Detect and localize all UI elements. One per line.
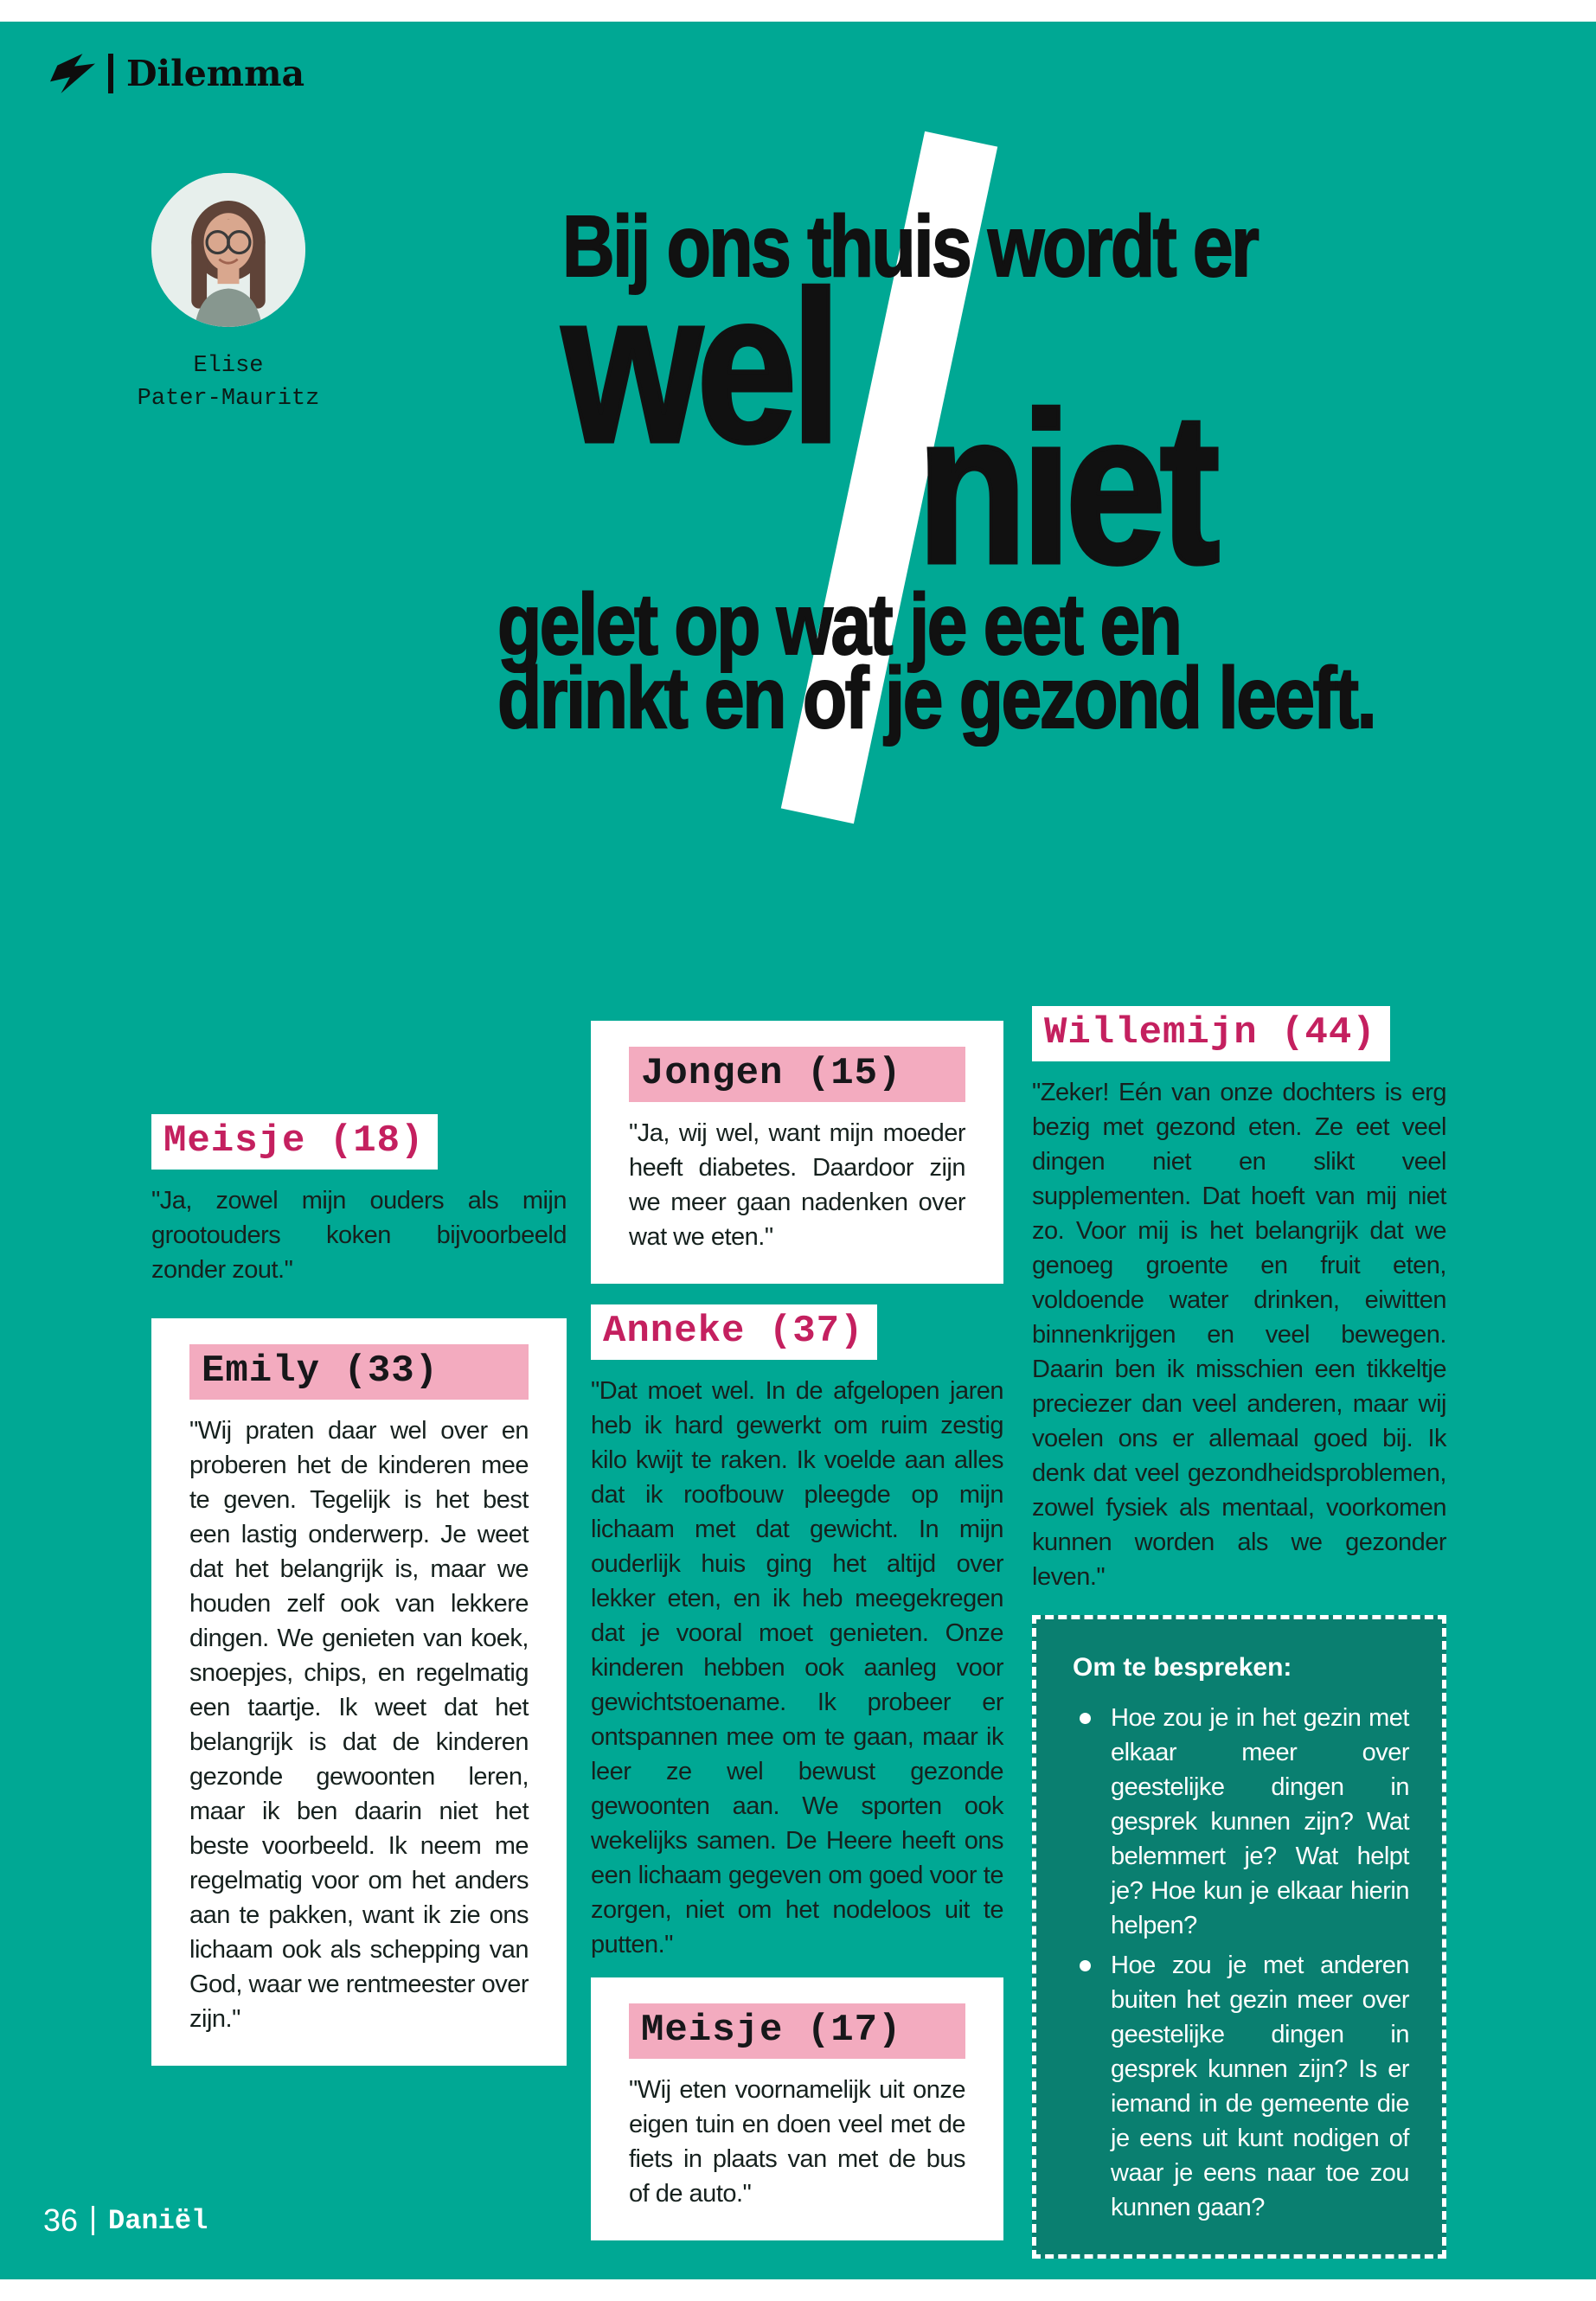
- quote-title-meisje18: Meisje (18): [151, 1114, 438, 1170]
- quote-text-anneke37: "Dat moet wel. In de afgelopen jaren heb ik hard gewerkt om ruim zestig kilo kwijt te raken. Ik voelde aan alles dat ik roofbouw pleegde op mijn lichaam met dat gewicht. In mijn ouderlijk huis ging het altijd over lekker eten, en ik heb meegekregen dat je vooral moet genieten. Onze kinderen hebben ook aanleg voor gewichtstoename. Ik probeer er ontspannen mee om te gaan, maar ik leer ze wel bewust gezonde gewoonten aan. We sporten ook wekelijks samen. De Heere heeft ons een lichaam gegeven om goed voor te zorgen, niet om het nodeloos uit te putten.": [591, 1377, 1003, 1958]
- discussion-bullet-1-text: Hoe zou je in het gezin met elkaar meer over geestelijke dingen in gesprek kunnen zijn? Wat belemmert je? Wat helpt je? Hoe kun je elkaar hierin helpen?: [1111, 1704, 1409, 1939]
- discussion-bullet-2: [1073, 1948, 1409, 2225]
- quote-title-willemijn44: Willemijn (44): [1032, 1006, 1390, 1061]
- portrait-illustration: [151, 173, 305, 327]
- quote-title-anneke37: Anneke (37): [591, 1304, 877, 1360]
- column-right: [1032, 1006, 1446, 2259]
- discussion-bullet-1: [1073, 1701, 1409, 1943]
- quote-title-meisje17: Meisje (17): [629, 2003, 965, 2059]
- headline-line4: gelet op wat je eet en: [497, 576, 1181, 673]
- page-number: 36: [43, 2202, 79, 2238]
- bullet-icon: [1080, 1960, 1091, 1971]
- headline-line1: Bij ons thuis wordt er: [562, 198, 1258, 295]
- quote-text-emily33: "Wij praten daar wel over en proberen het de kinderen mee te geven. Tegelijk is het best een lastig onderwerp. Je weet dat het belangrijk is, maar we houden zelf ook van lekkere dingen. We genieten van koek, snoepjes, chips, en regelmatig een taartje. Ik weet dat het belangrijk is dat de kinderen gezonde gewoonten leren, maar ik ben daarin niet het beste voorbeeld. Ik neem me regelmatig voor om het anders aan te pakken, want ik zie ons lichaam ook als schepping van God, waar we rentmeester over zijn.": [189, 1417, 529, 2033]
- discussion-box: [1032, 1615, 1446, 2259]
- lightning-bolt-icon: [50, 54, 95, 93]
- quote-card-jongen15: [591, 1021, 1003, 1284]
- quote-text-willemijn44: "Zeker! Eén van onze dochters is erg bezig met gezond eten. Ze eet veel dingen niet en slikt veel supplementen. Dat hoeft van mij niet zo. Voor mij is het belangrijk dat we genoeg groente en fruit eten, voldoende water drinken, eiwitten binnenkrijgen en veel bewegen. Daarin ben ik misschien een tikkeltje preciezer dan veel anderen, maar wij voelen ons er allemaal goed bij. Ik denk dat veel gezondheidsproblemen, zowel fysiek als mentaal, voorkomen kunnen worden als we gezonder leven.": [1032, 1079, 1446, 1591]
- quote-title-emily33: Emily (33): [189, 1344, 529, 1400]
- quote-text-jongen15: "Ja, wij wel, want mijn moeder heeft diabetes. Daardoor zijn we meer gaan nadenken over wat we eten.": [629, 1119, 965, 1251]
- quote-text-meisje18: "Ja, zowel mijn ouders als mijn grootouders koken bijvoorbeeld zonder zout.": [151, 1187, 567, 1284]
- column-middle: [591, 1021, 1003, 2240]
- footer-divider: [92, 2206, 94, 2235]
- magazine-name: Daniël: [108, 2204, 208, 2237]
- author-portrait: [151, 173, 305, 327]
- author-last-name: Pater-Mauritz: [137, 386, 320, 412]
- bullet-icon: [1080, 1713, 1091, 1724]
- author-first-name: Elise: [193, 353, 264, 379]
- quote-card-meisje17: [591, 1977, 1003, 2240]
- column-left: [151, 1114, 567, 2066]
- discussion-bullet-2-text: Hoe zou je met anderen buiten het gezin meer over geestelijke dingen in gesprek kunnen zijn? Is er iemand in de gemeente die je eens uit kunt nodigen of waar je eens naar toe zou kunnen gaan?: [1111, 1952, 1409, 2221]
- author-byline: [99, 349, 358, 415]
- quote-card-emily33: [151, 1318, 567, 2066]
- discussion-title: Om te bespreken:: [1073, 1653, 1292, 1682]
- quote-title-jongen15: Jongen (15): [629, 1047, 965, 1102]
- quote-text-meisje17: "Wij eten voornamelijk uit onze eigen tuin en doen veel met de fiets in plaats van met de bus of de auto.": [629, 2076, 965, 2208]
- headline-line5: drinkt en of je gezond leeft.: [497, 650, 1375, 747]
- page-footer: [43, 2202, 208, 2239]
- headline-word-niet: niet: [917, 368, 1215, 608]
- section-header: [50, 54, 304, 93]
- section-title: Dilemma: [126, 52, 305, 94]
- header-divider: [108, 54, 113, 93]
- headline-word-wel: wel: [562, 247, 836, 487]
